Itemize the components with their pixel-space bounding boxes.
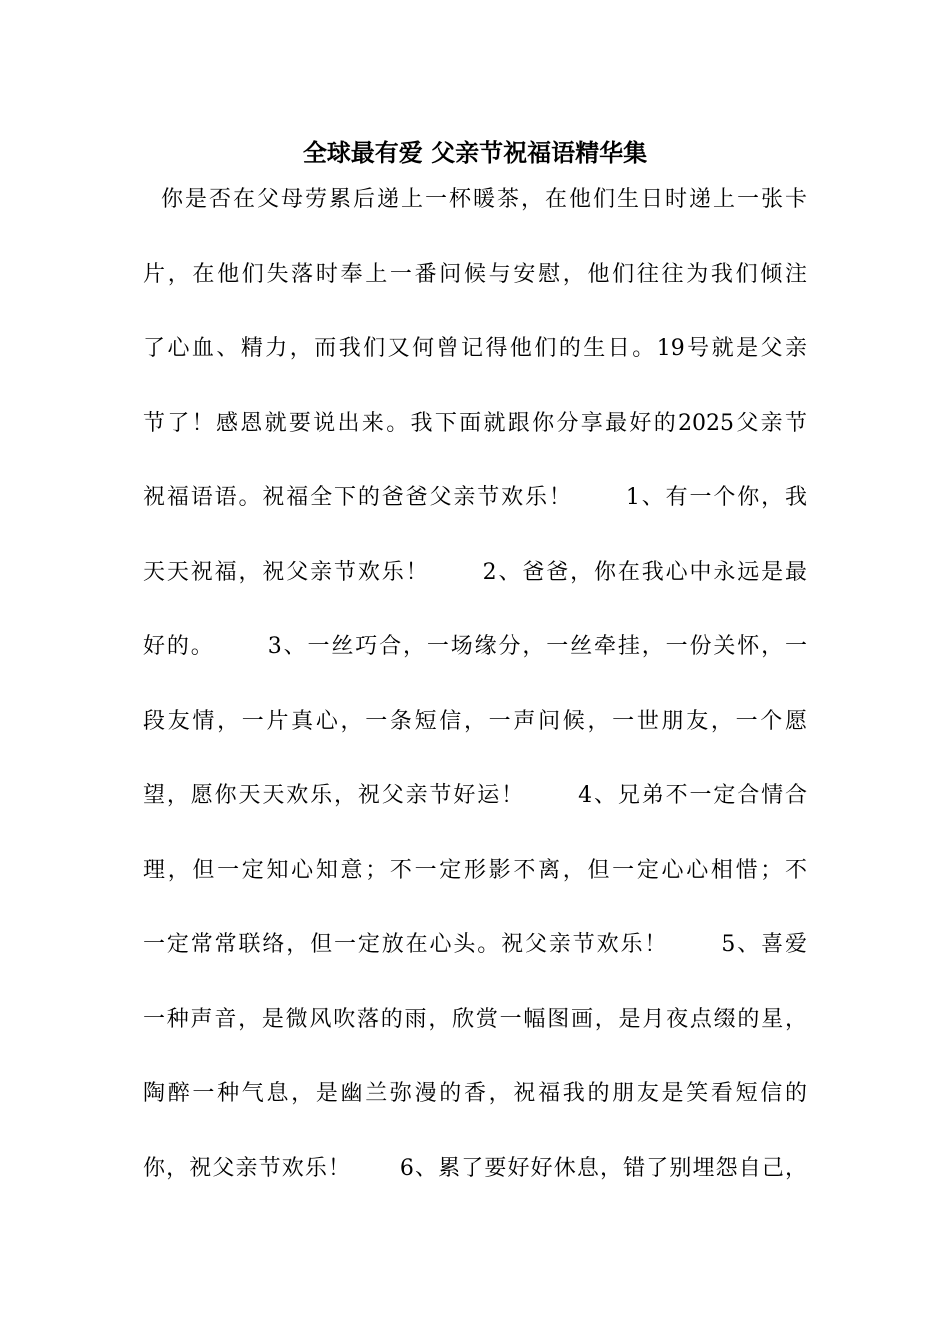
body-line: 你，祝父亲节欢乐！ 6、累了要好好休息，错了别埋怨自己， — [143, 1155, 807, 1181]
body-line: 了心血、精力，而我们又何曾记得他们的生日。19号就是父亲 — [143, 336, 807, 361]
document-title: 全球最有爱 父亲节祝福语精华集 — [302, 138, 648, 167]
body-line: 望，愿你天天欢乐，祝父亲节好运！ 4、兄弟不一定合情合 — [143, 783, 807, 808]
body-line: 你是否在父母劳累后递上一杯暖茶，在他们生日时递上一张卡 — [143, 187, 807, 212]
body-line: 一定常常联络，但一定放在心头。祝父亲节欢乐！ 5、喜爱 — [143, 932, 807, 957]
body-line: 段友情，一片真心，一条短信，一声问候，一世朋友，一个愿 — [143, 708, 807, 734]
body-line: 一种声音，是微风吹落的雨，欣赏一幅图画，是月夜点缀的星， — [143, 1006, 807, 1032]
body-line: 好的。 3、一丝巧合，一场缘分，一丝牵挂，一份关怀，一 — [143, 634, 807, 659]
body-line: 陶醉一种气息，是幽兰弥漫的香，祝福我的朋友是笑看短信的 — [143, 1081, 807, 1106]
body-line: 片，在他们失落时奉上一番问候与安慰，他们往往为我们倾注 — [143, 261, 807, 287]
document-body — [143, 180, 807, 1223]
body-line: 祝福语语。祝福全下的爸爸父亲节欢乐！ 1、有一个你，我 — [143, 485, 807, 510]
body-line: 天天祝福，祝父亲节欢乐！ 2、爸爸，你在我心中永远是最 — [143, 559, 807, 585]
body-line: 理，但一定知心知意；不一定形影不离，但一定心心相惜；不 — [143, 857, 807, 883]
body-line: 节了！感恩就要说出来。我下面就跟你分享最好的2025父亲节 — [143, 410, 807, 436]
